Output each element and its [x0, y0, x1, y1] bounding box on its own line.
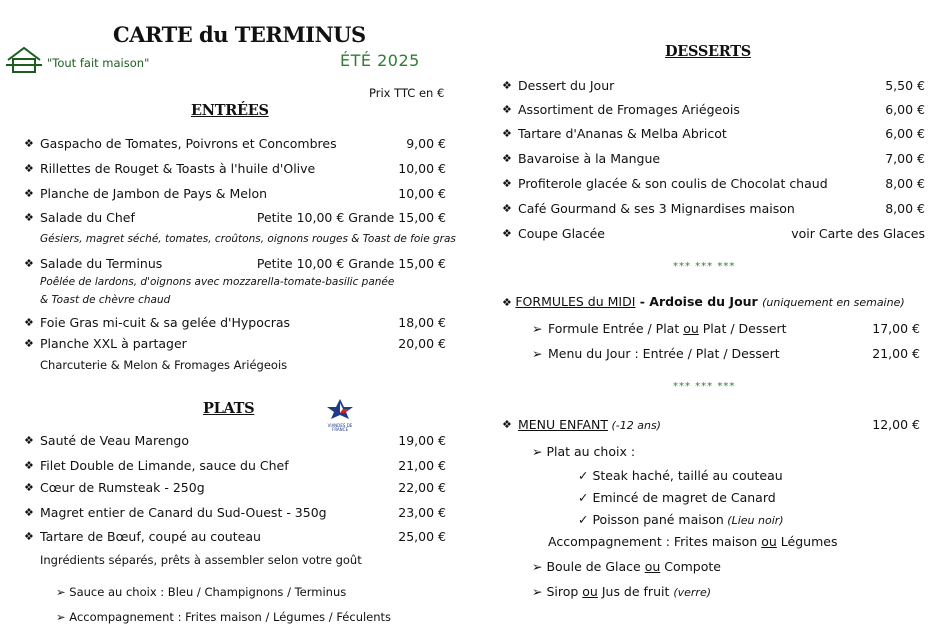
item-description: & Toast de chèvre chaud — [40, 294, 171, 306]
list-item: ❖ Coupe Glacée voir Carte des Glaces — [502, 223, 925, 245]
bullet-icon: ❖ — [502, 103, 512, 116]
arrow-icon: ➢ — [532, 444, 547, 459]
season-label: ÉTÉ 2025 — [340, 51, 420, 70]
bullet-icon: ❖ — [502, 418, 512, 431]
check-icon: ✓ — [578, 490, 593, 505]
list-item: ✓ Emincé de magret de Canard — [578, 490, 776, 505]
plats-heading: PLATS — [203, 400, 255, 417]
list-item: ❖ Tartare de Bœuf, coupé au couteau 25,00 € — [24, 526, 446, 548]
bullet-icon: ❖ — [502, 202, 512, 215]
tagline: "Tout fait maison" — [47, 56, 150, 70]
menu-title: CARTE du TERMINUS — [113, 22, 366, 47]
list-item: ❖ Filet Double de Limande, sauce du Chef 21,00 € — [24, 455, 446, 477]
bullet-icon: ❖ — [24, 481, 34, 494]
list-item: ❖ Cœur de Rumsteak - 250g 22,00 € — [24, 477, 446, 499]
check-icon: ✓ — [578, 512, 593, 527]
arrow-icon: ➢ — [532, 559, 547, 574]
list-item: ❖ Assortiment de Fromages Ariégeois 6,00 € — [502, 99, 925, 121]
item-description: Gésiers, magret séché, tomates, croûtons, oignons rouges & Toast de foie gras — [40, 233, 456, 245]
bullet-icon: ❖ — [24, 137, 34, 150]
list-item: ❖ Gaspacho de Tomates, Poivrons et Concombres 9,00 € — [24, 133, 446, 155]
accompagnement-line: Accompagnement : Frites maison ou Légumes — [548, 534, 838, 549]
bullet-icon: ❖ — [502, 152, 512, 165]
arrow-icon: ➢ — [532, 321, 543, 336]
menu-enfant-title: ❖ MENU ENFANT (-12 ans) 12,00 € — [502, 414, 920, 436]
bullet-icon: ❖ — [24, 530, 34, 543]
accompagnement-line: ➢ Accompagnement : Frites maison / Légumes / Féculents — [56, 610, 392, 624]
bullet-icon: ❖ — [502, 127, 512, 140]
arrow-icon: ➢ — [532, 584, 547, 599]
plat-au-choix: ➢ Plat au choix : — [532, 444, 636, 459]
glace-line: ➢ Boule de Glace ou Compote — [532, 559, 721, 574]
bullet-icon: ❖ — [24, 316, 34, 329]
bullet-icon: ❖ — [24, 506, 34, 519]
bullet-icon: ❖ — [24, 459, 34, 472]
bullet-icon: ❖ — [24, 257, 34, 270]
list-item: ➢ Formule Entrée / Plat ou Plat / Dessert 17,00 € — [532, 318, 920, 340]
sirop-line: ➢ Sirop ou Jus de fruit (verre) — [532, 584, 712, 599]
list-item: ➢ Menu du Jour : Entrée / Plat / Dessert 21,00 € — [532, 343, 920, 365]
list-item: ❖ Tartare d'Ananas & Melba Abricot 6,00 € — [502, 123, 925, 145]
arrow-icon: ➢ — [532, 346, 543, 361]
house-icon — [4, 44, 44, 78]
bullet-icon: ❖ — [24, 211, 34, 224]
list-item: ❖ Rillettes de Rouget & Toasts à l'huile d'Olive 10,00 € — [24, 158, 446, 180]
arrow-icon: ➢ — [56, 585, 70, 599]
list-item: ❖ Salade du Chef Petite 10,00 € Grande 15,00 € — [24, 207, 446, 229]
arrow-icon: ➢ — [56, 610, 70, 624]
item-description: Charcuterie & Melon & Fromages Ariégeois — [40, 358, 288, 372]
list-item: ✓ Steak haché, taillé au couteau — [578, 468, 783, 483]
list-item: ❖ Planche XXL à partager 20,00 € — [24, 333, 446, 355]
list-item: ❖ Sauté de Veau Marengo 19,00 € — [24, 430, 446, 452]
list-item: ✓ Poisson pané maison (Lieu noir) — [578, 512, 784, 527]
list-item: ❖ Planche de Jambon de Pays & Melon 10,00 € — [24, 183, 446, 205]
item-description: Poêlée de lardons, d'oignons avec mozzarella-tomate-basilic panée — [40, 276, 395, 288]
separator: *** *** *** — [673, 381, 736, 392]
check-icon: ✓ — [578, 468, 593, 483]
list-item: ❖ Café Gourmand & ses 3 Mignardises maison 8,00 € — [502, 198, 925, 220]
bullet-icon: ❖ — [24, 187, 34, 200]
separator: *** *** *** — [673, 261, 736, 272]
list-item: ❖ Magret entier de Canard du Sud-Ouest - 350g 23,00 € — [24, 502, 446, 524]
list-item: ❖ Profiterole glacée & son coulis de Chocolat chaud 8,00 € — [502, 173, 925, 195]
bullet-icon: ❖ — [24, 162, 34, 175]
bullet-icon: ❖ — [502, 79, 512, 92]
list-item: ❖ Bavaroise à la Mangue 7,00 € — [502, 148, 925, 170]
bullet-icon: ❖ — [502, 296, 516, 309]
list-item: ❖ Dessert du Jour 5,50 € — [502, 75, 925, 97]
list-item: ❖ Foie Gras mi-cuit & sa gelée d'Hypocras 18,00 € — [24, 312, 446, 334]
star-icon — [322, 398, 358, 420]
bullet-icon: ❖ — [502, 227, 512, 240]
bullet-icon: ❖ — [24, 434, 34, 447]
plats-note: Ingrédients séparés, prêts à assembler selon votre goût — [40, 553, 362, 567]
bullet-icon: ❖ — [24, 337, 34, 350]
list-item: ❖ Salade du Terminus Petite 10,00 € Grande 15,00 € — [24, 253, 446, 275]
sauce-line: ➢ Sauce au choix : Bleu / Champignons / Terminus — [56, 585, 347, 599]
prix-note: Prix TTC en € — [369, 86, 445, 100]
viandes-de-france-logo: VIANDES DE FRANCE — [322, 398, 358, 428]
desserts-heading: DESSERTS — [665, 43, 751, 60]
formules-title: ❖ FORMULES du MIDI - Ardoise du Jour (uniquement en semaine) — [502, 294, 905, 309]
bullet-icon: ❖ — [502, 177, 512, 190]
entrees-heading: ENTRÉES — [191, 102, 269, 119]
